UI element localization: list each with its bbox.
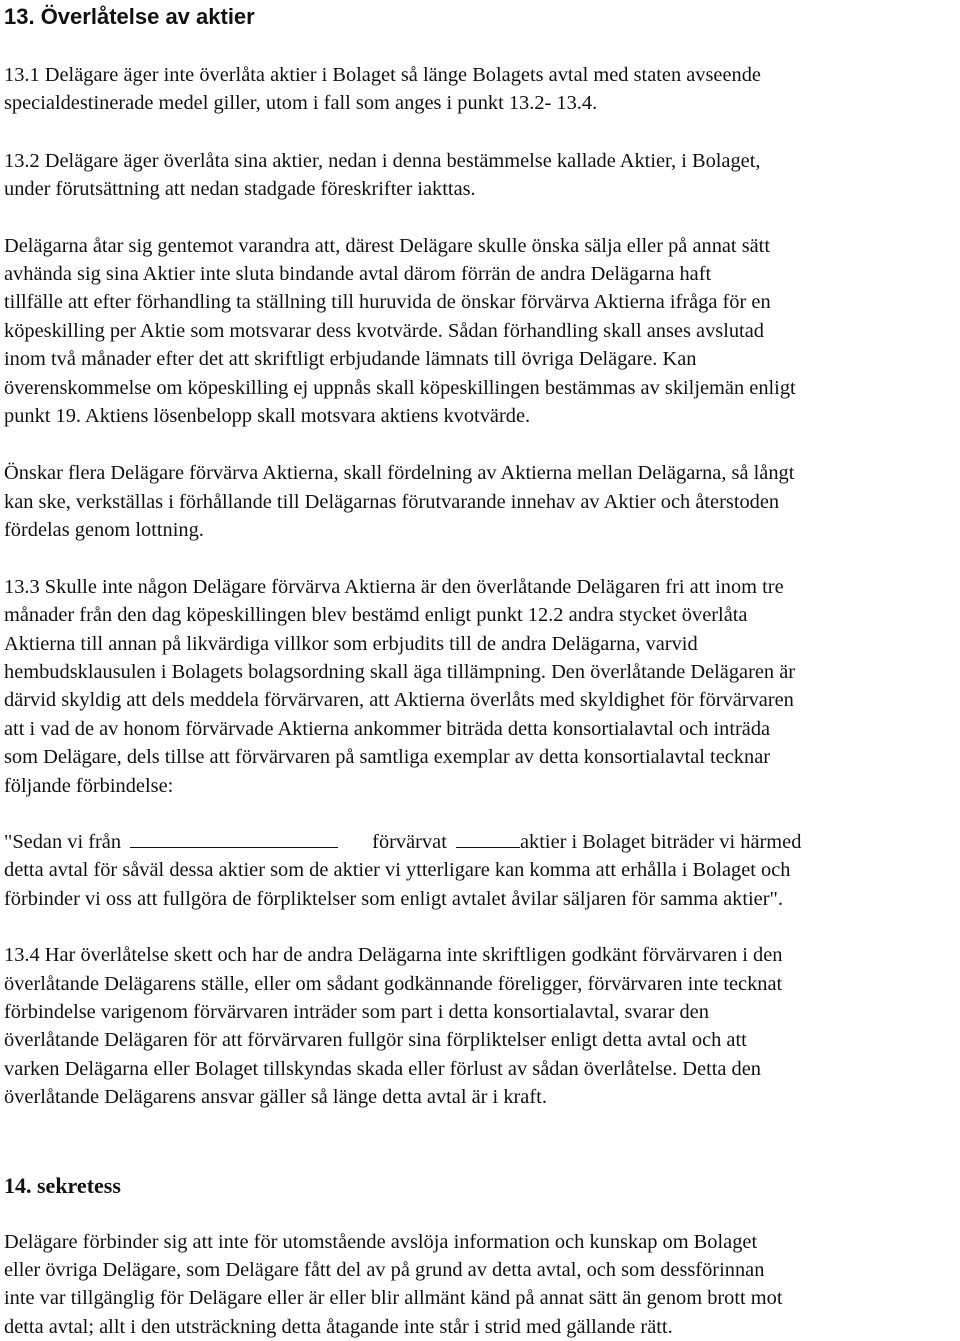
section-14-heading: 14. sekretess bbox=[4, 1172, 121, 1198]
paragraph-13-4: 13.4 Har överlåtelse skett och har de andra Delägarna inte skriftligen godkänt förvärvaren i den överlåtande Delägarens ställe, eller om sådant godkännande föreligger, förvärvaren inte tecknat förbindelse varigenom förvärvaren inträder som part i detta konsortialavtal, svarar den överlåtande Delägaren för att förvärvaren fullgör sina förpliktelser enligt detta avtal och att varken Delägarna eller Bolaget tillskyndas skada eller förlust av sådan överlåtelse. Detta den överlåtande Delägarens ansvar gäller så länge detta avtal är i kraft. bbox=[4, 944, 783, 1109]
paragraph-13-2: 13.2 Delägare äger överlåta sina aktier, nedan i denna bestämmelse kallade Aktier, i Bolaget, under förutsättning att nedan stadgade föreskrifter iakttas. bbox=[4, 149, 761, 201]
quote-line-with-blanks: "Sedan vi från förvärvat aktier i Bolaget biträder vi härmed bbox=[4, 830, 802, 853]
document-page bbox=[4, 0, 954, 1341]
commitment-quote: "Sedan vi från förvärvat aktier i Bolaget biträder vi härmed detta avtal för såväl dessa aktier som de aktier vi ytterligare kan komma att erhålla i Bolaget och förbinder vi oss att fullgöra de förpliktelser som enligt avtalet åvilar säljaren för samma aktier". bbox=[4, 828, 954, 913]
blank-line-quantity bbox=[456, 829, 520, 848]
paragraph-13-1: 13.1 Delägare äger inte överlåta aktier i Bolaget så länge Bolagets avtal med staten avseende specialdestinerade medel giller, utom i fall som anges i punkt 13.2- 13.4. bbox=[4, 64, 761, 115]
paragraph-13-3: 13.3 Skulle inte någon Delägare förvärva Aktierna är den överlåtande Delägaren fri att inom tre månader från den dag köpeskillingen blev bestämd enligt punkt 12.2 andra stycket överlåta Aktierna till annan på likvärdiga villkor som erbjudits till de andra Delägarna, varvid hembudsklausulen i Bolagets bolagsordning skall äga tillämpning. Den överlåtande Delägaren är därvid skyldig att dels meddela förvärvaren, att Aktierna överlåts med skyldighet för förvärvaren att i vad de av honom förvärvade Aktierna ankommer biträda detta konsortialavtal och inträda som Delägare, dels tillse att förvärvaren på samtliga exemplar av detta konsortialavtal tecknar följande förbindelse: bbox=[4, 575, 796, 797]
section-13-heading: 13. Överlåtelse av aktier bbox=[4, 4, 255, 29]
paragraph-13-2-obligation: Delägarna åtar sig gentemot varandra att, därest Delägare skulle önska sälja eller på annat sätt avhända sig sina Aktier inte sluta bindande avtal därom förrän de andra Delägarna haft tillfälle att efter förhandling ta ställning till huruvida de önskar förvärva Aktierna ifråga för en köpeskilling per Aktie som motsvarar dess kvotvärde. Sådan förhandling skall anses avslutad inom två månader efter det att skriftligt erbjudande lämnats till övriga Delägare. Kan överenskommelse om köpeskilling ej uppnås skall köpeskillingen bestämmas av skiljemän enligt punkt 19. Aktiens lösenbelopp skall motsvara aktiens kvotvärde. bbox=[4, 234, 796, 428]
blank-line-seller bbox=[130, 829, 338, 848]
paragraph-13-2-distribution: Önskar flera Delägare förvärva Aktierna, skall fördelning av Aktierna mellan Delägarna, så långt kan ske, verkställas i förhållande till Delägarnas förutvarande innehav av Aktier och återstoden fördelas genom lottning. bbox=[4, 462, 795, 542]
paragraph-14: Delägare förbinder sig att inte för utomstående avslöja information och kunskap om Bolaget eller övriga Delägare, som Delägare fått del av på grund av detta avtal, och som dessförinnan inte var tillgänglig för Delägare eller är eller blir allmänt känd på annat sätt än genom brott mot detta avtal; allt i den utsträckning detta åtagande inte står i strid med gällande rätt. bbox=[4, 1230, 783, 1338]
